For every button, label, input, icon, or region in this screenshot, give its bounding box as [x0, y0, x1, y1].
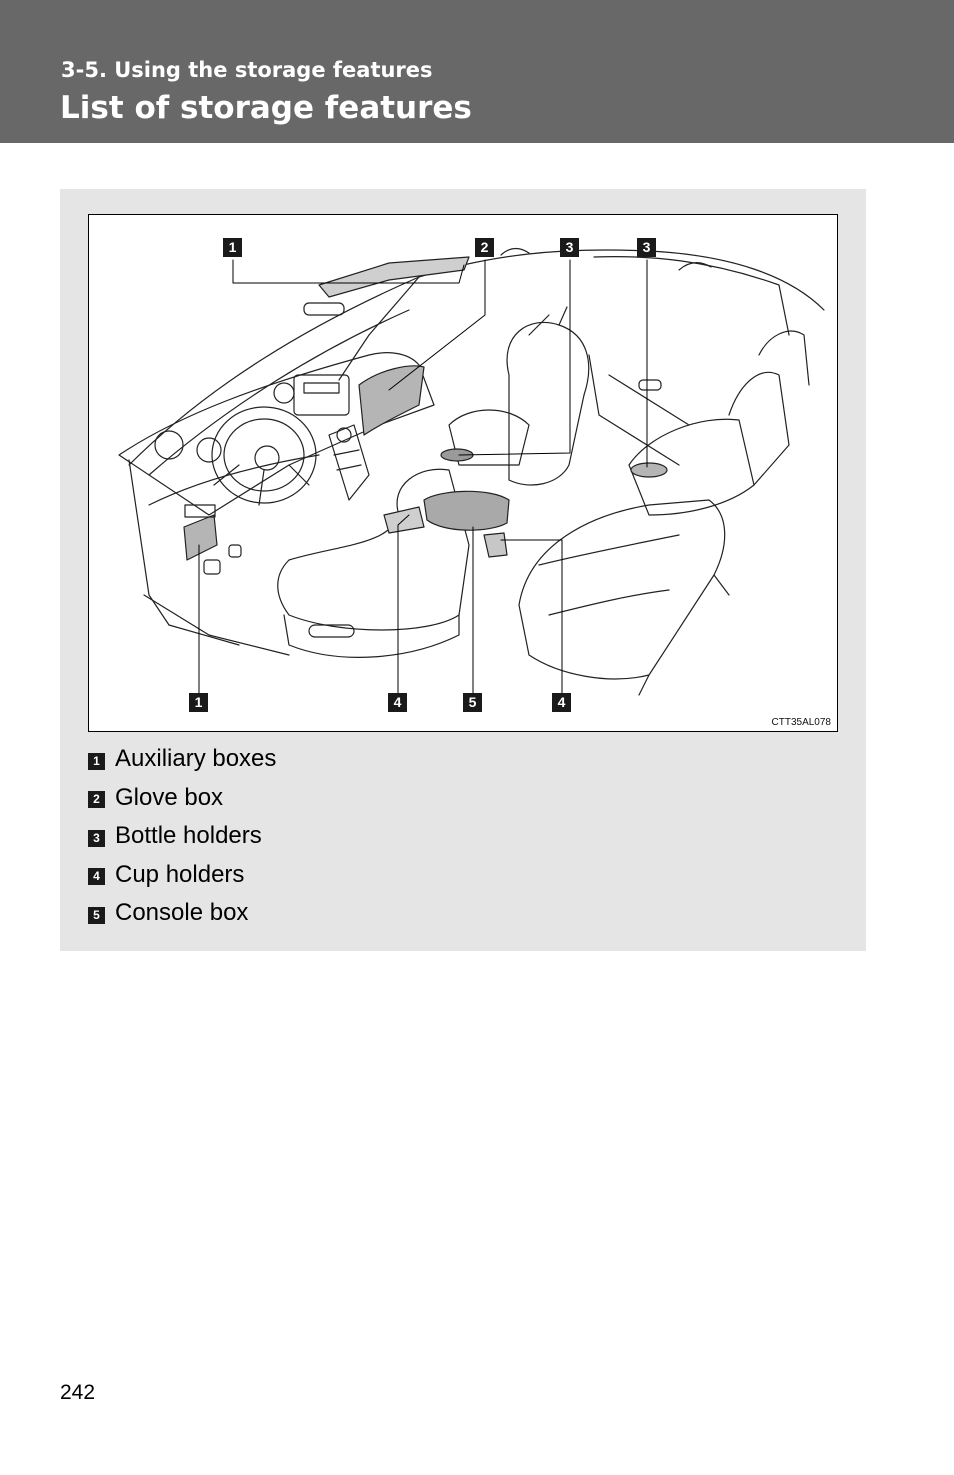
page-number: 242 [60, 1381, 96, 1404]
legend-item [88, 779, 788, 818]
legend-item [88, 894, 788, 933]
legend-item [88, 856, 788, 895]
legend-label: Glove box [115, 783, 224, 811]
legend-number: 2 [88, 791, 105, 808]
legend-item [88, 740, 788, 779]
legend-label: Bottle holders [115, 822, 262, 850]
legend-list [88, 740, 788, 933]
page-title: List of storage features [60, 90, 472, 126]
callout-1-top: 1 [223, 238, 242, 257]
legend-item [88, 817, 788, 856]
car-interior-illustration [88, 214, 838, 732]
callout-3-top-right: 3 [637, 238, 656, 257]
legend-number: 3 [88, 830, 105, 847]
section-label: 3-5. Using the storage features [61, 58, 433, 82]
callout-1-bottom: 1 [189, 693, 208, 712]
car-interior-drawing [89, 215, 837, 731]
legend-label: Cup holders [115, 860, 245, 888]
callout-3-top-left: 3 [560, 238, 579, 257]
legend-label: Console box [115, 899, 249, 927]
callout-4-bottom-left: 4 [388, 693, 407, 712]
callout-4-bottom-right: 4 [552, 693, 571, 712]
legend-number: 5 [88, 907, 105, 924]
legend-number: 1 [88, 753, 105, 770]
callout-2-top: 2 [475, 238, 494, 257]
legend-number: 4 [88, 868, 105, 885]
callout-5-bottom: 5 [463, 693, 482, 712]
page-header [0, 0, 954, 143]
figure-code: CTT35AL078 [771, 717, 831, 728]
legend-label: Auxiliary boxes [115, 745, 277, 773]
